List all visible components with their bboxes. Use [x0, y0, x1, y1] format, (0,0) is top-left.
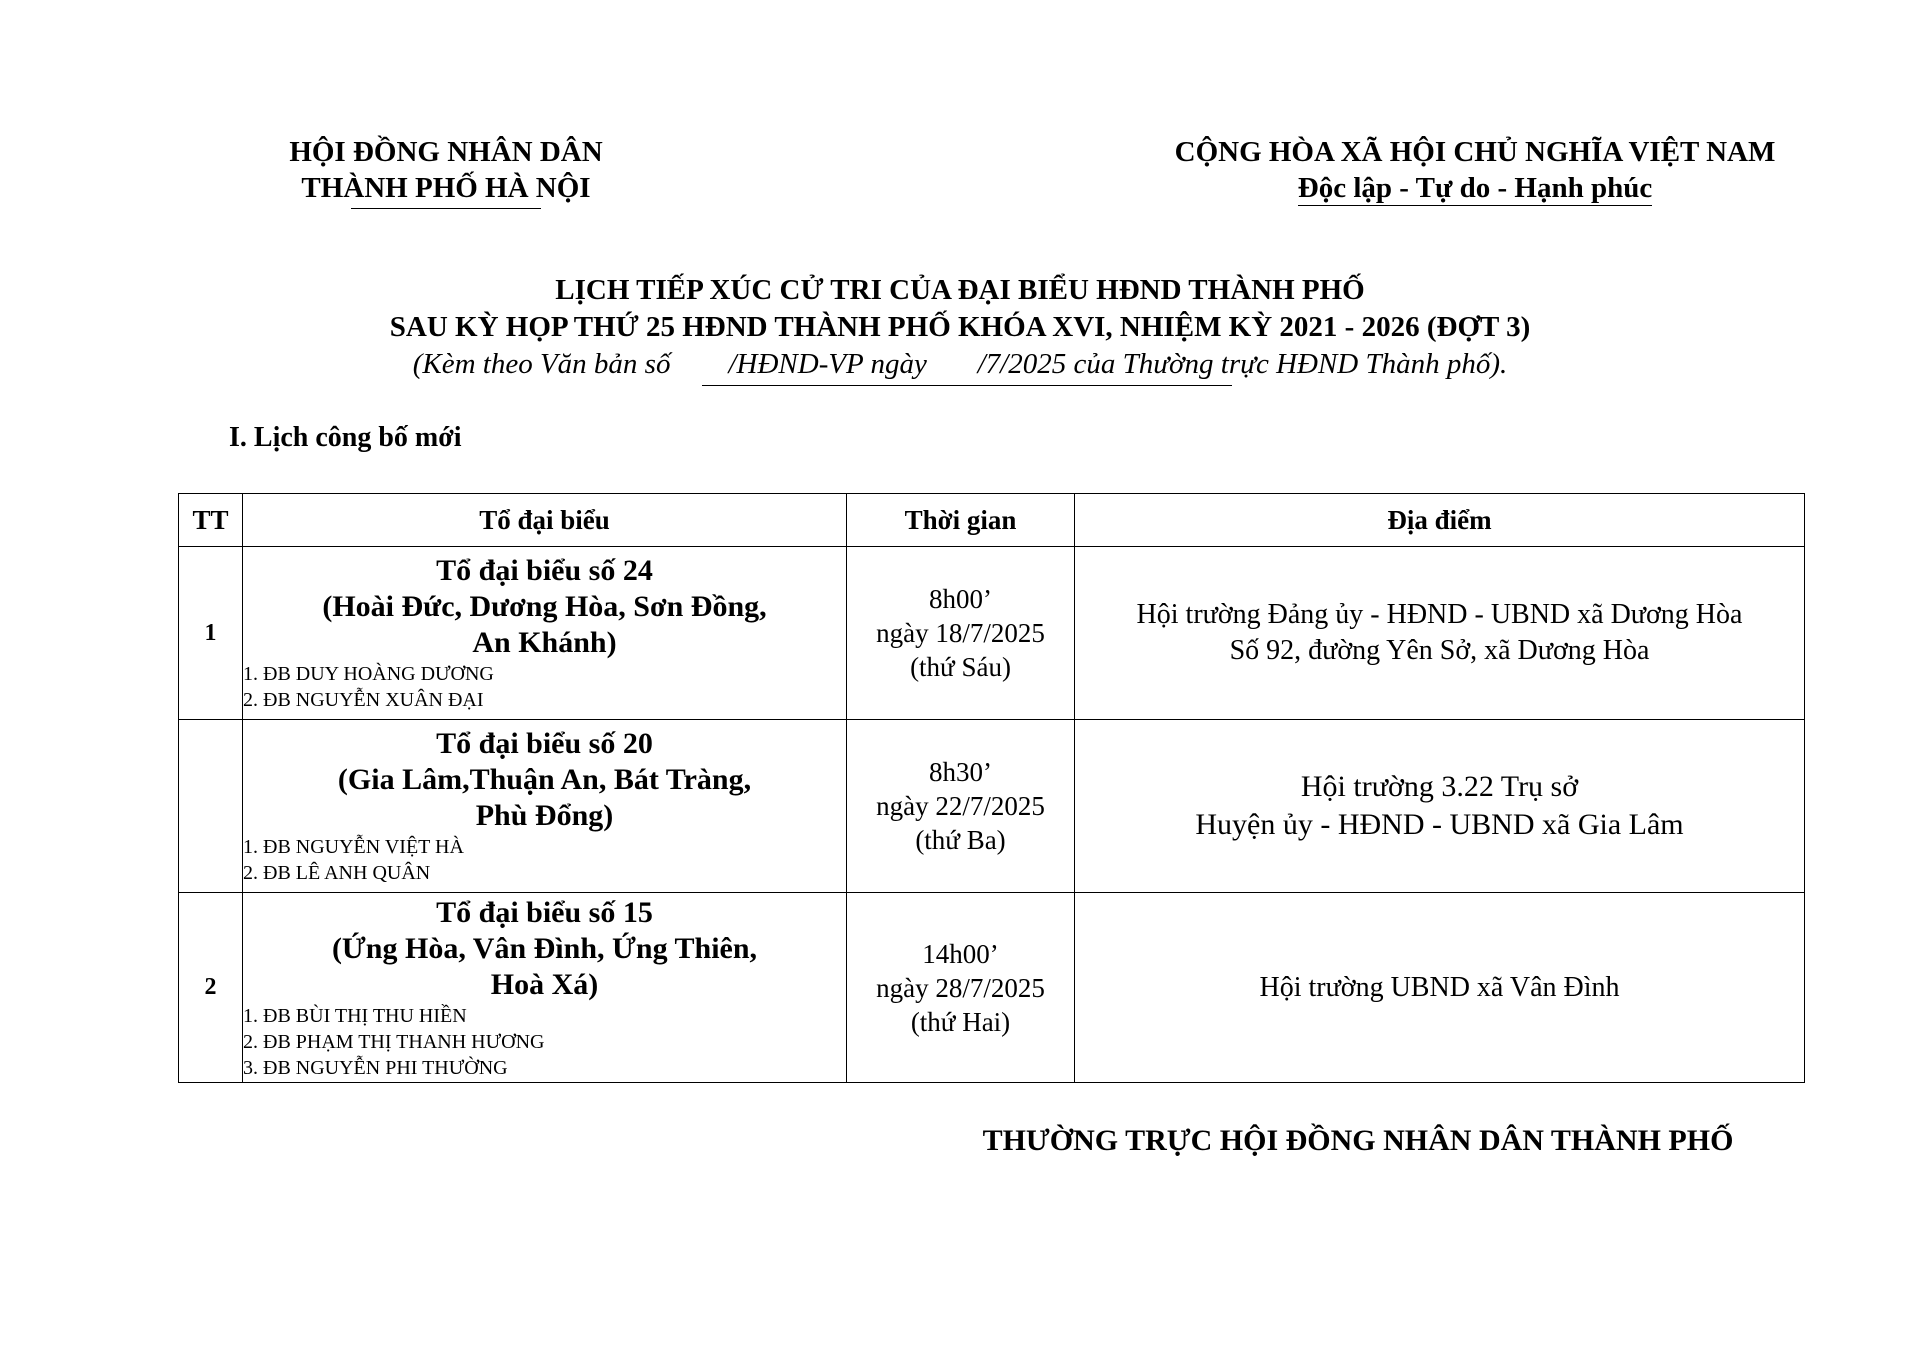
place-cell — [1075, 547, 1805, 720]
time-date: ngày 22/7/2025 — [876, 791, 1045, 821]
time-date: ngày 18/7/2025 — [876, 618, 1045, 648]
national-motto: Độc lập - Tự do - Hạnh phúc — [1297, 172, 1653, 204]
header-place: Địa điểm — [1075, 494, 1805, 547]
time-hour: 8h30’ — [929, 757, 992, 787]
group-area-line-2: An Khánh) — [472, 626, 617, 659]
place-line-2: Huyện ủy - HĐND - UBND xã Gia Lâm — [1195, 808, 1684, 841]
row-number: 1 — [179, 547, 243, 720]
table-row — [179, 547, 1805, 720]
table-header-row — [179, 494, 1805, 547]
group-area-line-1: (Ứng Hòa, Vân Đình, Ứng Thiên, — [331, 931, 758, 965]
member-list — [243, 1003, 846, 1081]
member-item: 1. ĐB BÙI THỊ THU HIỀN — [243, 1004, 467, 1027]
place-line-1: Hội trường UBND xã Vân Đình — [1259, 971, 1620, 1003]
title-line-1: LỊCH TIẾP XÚC CỬ TRI CỦA ĐẠI BIỂU HĐND THÀNH PHỐ — [555, 274, 1365, 306]
header-time: Thời gian — [847, 494, 1075, 547]
place-line-1: Hội trường 3.22 Trụ sở — [1300, 770, 1579, 803]
issuer-underline — [351, 208, 541, 209]
title-underline — [702, 385, 1232, 386]
header-group: Tổ đại biểu — [243, 494, 847, 547]
national-header — [1130, 134, 1820, 206]
time-cell — [847, 720, 1075, 893]
group-cell — [243, 720, 847, 893]
group-area-line-1: (Hoài Đức, Dương Hòa, Sơn Đồng, — [322, 590, 767, 623]
row-number: 2 — [179, 893, 243, 1083]
member-item: 1. ĐB NGUYỄN VIỆT HÀ — [243, 836, 464, 858]
group-area-line-2: Phù Đổng) — [475, 799, 614, 832]
table-row — [179, 893, 1805, 1083]
member-list — [243, 834, 846, 886]
national-title: CỘNG HÒA XÃ HỘI CHỦ NGHĨA VIỆT NAM — [1174, 136, 1776, 168]
issuer-header — [228, 134, 664, 209]
time-weekday: (thứ Ba) — [915, 825, 1006, 855]
issuer-line-1: HỘI ĐỒNG NHÂN DÂN — [289, 136, 603, 168]
header-tt: TT — [179, 494, 243, 547]
title-reference: (Kèm theo Văn bản số /HĐND-VP ngày /7/2025 của Thường trực HĐND Thành phố). — [412, 348, 1508, 380]
section-heading: I. Lịch công bố mới — [229, 422, 462, 453]
member-list — [243, 661, 846, 713]
group-cell — [243, 893, 847, 1083]
time-date: ngày 28/7/2025 — [876, 972, 1045, 1003]
title-line-2: SAU KỲ HỌP THỨ 25 HĐND THÀNH PHỐ KHÓA XVI, NHIỆM KỲ 2021 - 2026 (ĐỢT 3) — [389, 311, 1531, 343]
time-hour: 14h00’ — [922, 938, 999, 969]
time-weekday: (thứ Hai) — [910, 1006, 1011, 1037]
schedule-table — [178, 493, 1805, 1083]
place-line-1: Hội trường Đảng ủy - HĐND - UBND xã Dương Hòa — [1136, 599, 1743, 630]
member-item: 2. ĐB PHẠM THỊ THANH HƯƠNG — [243, 1030, 545, 1053]
table-row — [179, 720, 1805, 893]
place-line-2: Số 92, đường Yên Sở, xã Dương Hòa — [1229, 635, 1650, 666]
member-item: 1. ĐB DUY HOÀNG DƯƠNG — [243, 663, 494, 685]
group-name: Tổ đại biểu số 24 — [436, 554, 653, 587]
issuer-line-2: THÀNH PHỐ HÀ NỘI — [301, 172, 591, 204]
group-name: Tổ đại biểu số 15 — [436, 895, 653, 929]
place-cell — [1075, 893, 1805, 1083]
group-name: Tổ đại biểu số 20 — [436, 727, 653, 760]
group-area-line-2: Hoà Xá) — [490, 967, 599, 1001]
group-area-line-1: (Gia Lâm,Thuận An, Bát Tràng, — [337, 763, 752, 796]
place-cell — [1075, 720, 1805, 893]
group-cell — [243, 547, 847, 720]
time-cell — [847, 893, 1075, 1083]
signature-block: THƯỜNG TRỰC HỘI ĐỒNG NHÂN DÂN THÀNH PHỐ — [982, 1124, 1734, 1157]
document-title — [250, 272, 1670, 386]
time-hour: 8h00’ — [929, 584, 992, 614]
member-item: 2. ĐB NGUYỄN XUÂN ĐẠI — [243, 689, 484, 711]
row-number — [179, 720, 243, 893]
time-cell — [847, 547, 1075, 720]
member-item: 2. ĐB LÊ ANH QUÂN — [243, 862, 431, 884]
time-weekday: (thứ Sáu) — [910, 652, 1011, 682]
member-item: 3. ĐB NGUYỄN PHI THƯỜNG — [243, 1056, 508, 1079]
